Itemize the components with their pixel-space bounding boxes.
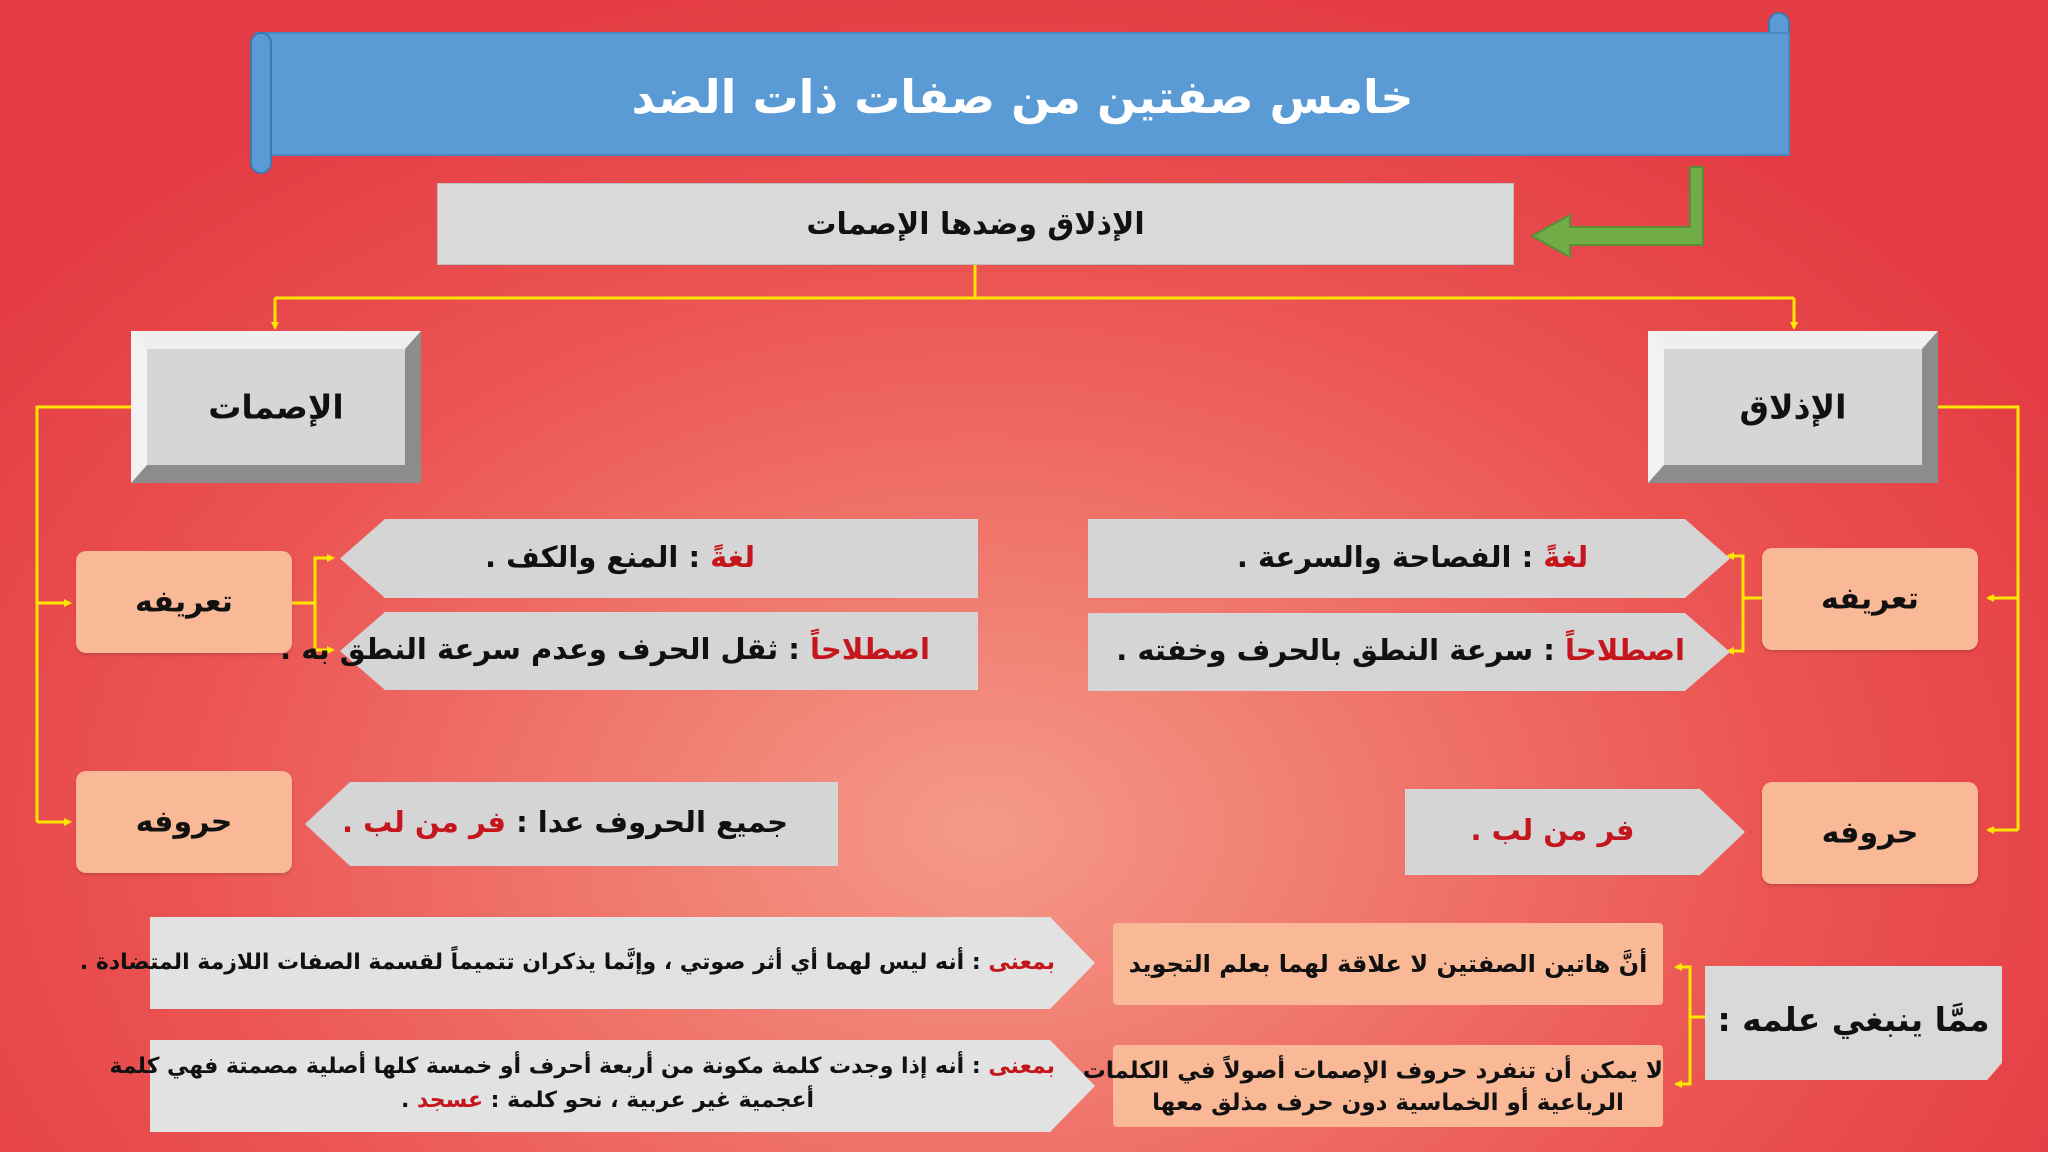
example-word: عسجد xyxy=(417,1088,483,1113)
note2-line1: لا يمكن أن تنفرد حروف الإصمات أصولاً في الكلمات xyxy=(1082,1058,1663,1084)
idhlaq-lexical-row xyxy=(1140,540,1685,574)
ismat-letters-box xyxy=(76,771,292,873)
ismat-lexical-text: : المنع والكف . xyxy=(484,540,701,574)
meaning2-line2-row xyxy=(160,1084,1055,1118)
meaning2-line1-row xyxy=(109,1050,1055,1084)
idhlaq-lexical-text: : الفصاحة والسرعة . xyxy=(1236,540,1534,574)
idhlaq-technical-row xyxy=(1116,633,1685,667)
note2-text xyxy=(1082,1055,1663,1119)
meaning1-label: بمعنى xyxy=(988,950,1055,975)
meaning2-line2: أعجمية غير عربية ، نحو كلمة : xyxy=(490,1088,815,1113)
notes-first-arrow xyxy=(1676,967,1705,1017)
idhlaq-technical-text: : سرعة النطق بالحرف وخفته . xyxy=(1116,633,1555,667)
idhlaq-letters-row xyxy=(1405,813,1700,847)
ismat-definition-box xyxy=(76,551,292,653)
meaning2-label: بمعنى xyxy=(988,1054,1055,1079)
example-end: . xyxy=(400,1088,410,1113)
idhlaq-heading-box xyxy=(1648,331,1938,483)
idhlaq-technical-arrow xyxy=(1728,598,1743,651)
ismat-letters-text: جميع الحروف عدا : xyxy=(516,805,788,839)
meaning2-line1: : أنه إذا وجدت كلمة مكونة من أربعة أحرف أو خمسة كلها أصلية مصمتة فهي كلمة xyxy=(109,1054,981,1079)
ismat-letters-highlight: فر من لب . xyxy=(342,805,506,839)
page-title: خامس صفتين من صفات ذات الضد xyxy=(631,70,1414,124)
subtitle: الإذلاق وضدها الإصمات xyxy=(806,207,1145,242)
notes-heading: ممَّا ينبغي علمه : xyxy=(1717,1000,1990,1039)
ismat-technical-text: : ثقل الحرف وعدم سرعة النطق به . xyxy=(280,632,800,666)
note1-text: أنَّ هاتين الصفتين لا علاقة لهما بعلم التجويد xyxy=(1128,950,1648,978)
meaning1-row xyxy=(79,950,1055,975)
ismat-definition-label: تعريفه xyxy=(135,584,233,620)
idhlaq-lexical-label: لغةً xyxy=(1543,540,1589,574)
idhlaq-letters-highlight: فر من لب . xyxy=(1470,813,1635,847)
idhlaq-letters-box xyxy=(1762,782,1978,884)
ismat-letters-label: حروفه xyxy=(135,804,233,840)
idhlaq-heading: الإذلاق xyxy=(1739,387,1847,427)
ismat-letters-row xyxy=(330,805,800,839)
green-arrow-icon xyxy=(1532,167,1703,257)
ismat-technical-row xyxy=(280,632,930,666)
notes-second-arrow xyxy=(1676,1017,1690,1084)
idhlaq-technical-label: اصطلاحاً xyxy=(1564,633,1685,667)
idhlaq-definition-label: تعريفه xyxy=(1821,581,1919,617)
idhlaq-definition-box xyxy=(1762,548,1978,650)
subtitle-box xyxy=(437,183,1514,265)
title-banner xyxy=(255,32,1790,156)
note2-line2: الرباعية أو الخماسية دون حرف مذلق معها xyxy=(1152,1090,1624,1116)
ismat-lexical-row xyxy=(340,540,900,574)
ismat-lexical-arrow xyxy=(292,558,333,603)
idhlaq-letters-label: حروفه xyxy=(1821,815,1919,851)
scroll-roll-left xyxy=(250,32,272,174)
meaning1-text: : أنه ليس لهما أي أثر صوتي ، وإنَّما يذكران تتميماً لقسمة الصفات اللازمة المتضادة . xyxy=(79,950,981,975)
ismat-lexical-label: لغةً xyxy=(710,540,756,574)
idhlaq-lexical-arrow xyxy=(1728,556,1762,598)
ismat-heading: الإصمات xyxy=(208,387,344,427)
ismat-technical-label: اصطلاحاً xyxy=(809,632,930,666)
meaning2-row xyxy=(109,1050,1055,1118)
ismat-heading-box xyxy=(131,331,421,483)
